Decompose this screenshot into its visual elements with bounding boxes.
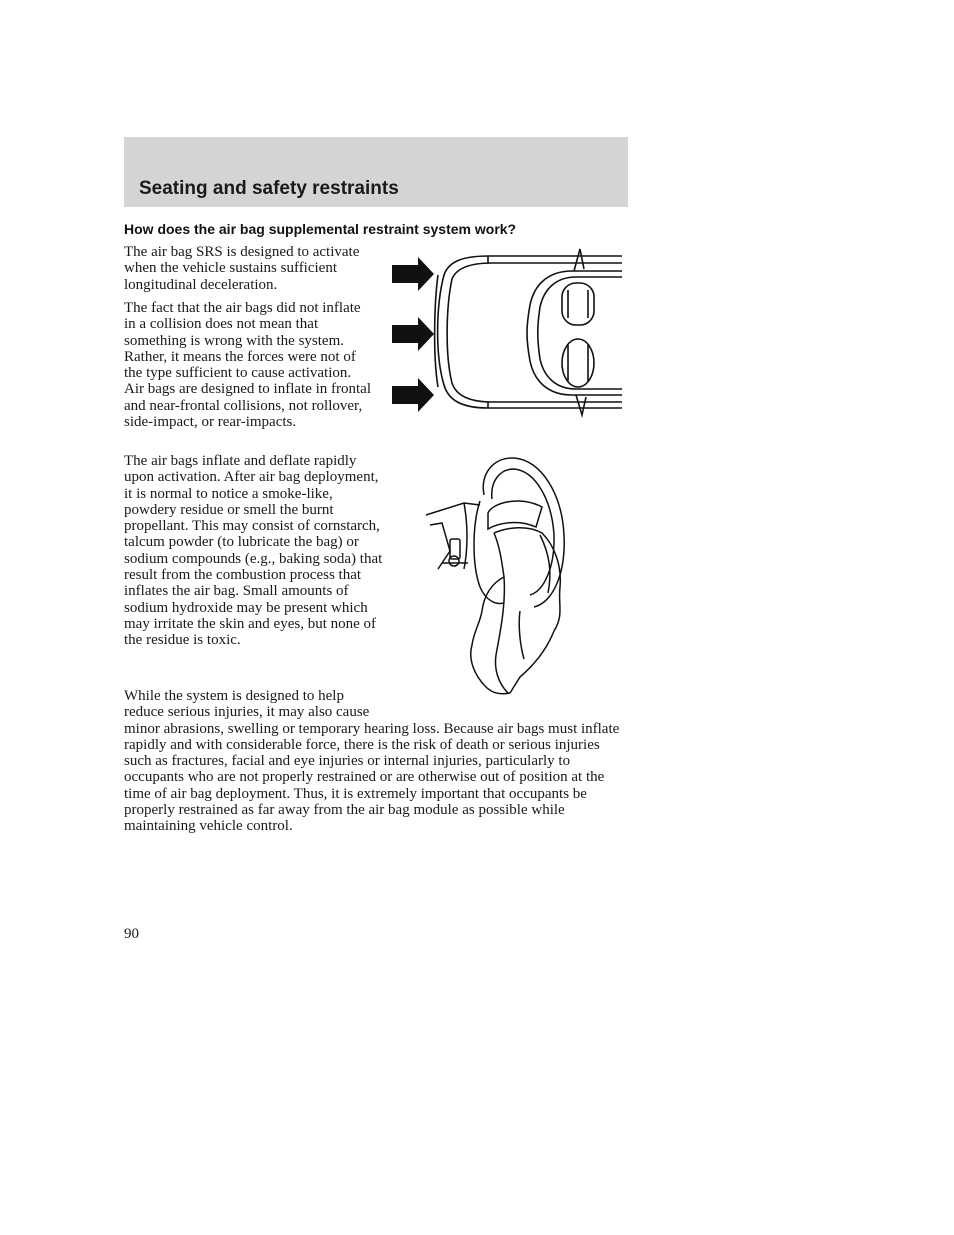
question-heading: How does the air bag supplemental restraint system work? [124, 221, 517, 237]
paragraph-injuries [124, 688, 628, 835]
paragraph-injuries-text: While the system is designed to help reduce serious injuries, it may also cause minor abrasions, swelling or temporary hearing loss. Because air bags must inflate rapidly and with considerable force, there is the risk of death or serious injuries such as fractures, facial and eye injuries or internal injuries, particularly to occupants who are not properly restrained or are otherwise out of position at the time of air bag deployment. Thus, it is extremely important that occupants be properly restrained as far away from the air bag module as possible while maintaining vehicle control. [124, 688, 620, 835]
section-title: Seating and safety restraints [139, 178, 399, 199]
section-header-band [124, 137, 628, 207]
page-number: 90 [124, 926, 139, 942]
frontal-impact-car-illustration-icon [388, 245, 628, 420]
deployed-airbag-steering-wheel-illustration-icon [424, 455, 574, 700]
paragraph-activation: The air bag SRS is designed to activate when the vehicle sustains sufficient longitudinal deceleration. [124, 244, 360, 293]
paragraph-no-inflation: The fact that the air bags did not inflate in a collision does not mean that something is wrong with the system. Rather, it means the forces were not of the type sufficient to cause activation. Air bags are designed to inflate in frontal and near-frontal collisions, not rollover, side-impact, or rear-impacts. [124, 300, 372, 431]
paragraph-residue: The air bags inflate and deflate rapidly upon activation. After air bag deployment, it is normal to notice a smoke-like, powdery residue or smell the burnt propellant. This may consist of cornstarch, talcum powder (to lubricate the bag) or sodium compounds (e.g., baking soda) that result from the combustion process that inflates the air bag. Small amounts of sodium hydroxide may be present which may irritate the skin and eyes, but none of the residue is toxic. [124, 453, 383, 649]
